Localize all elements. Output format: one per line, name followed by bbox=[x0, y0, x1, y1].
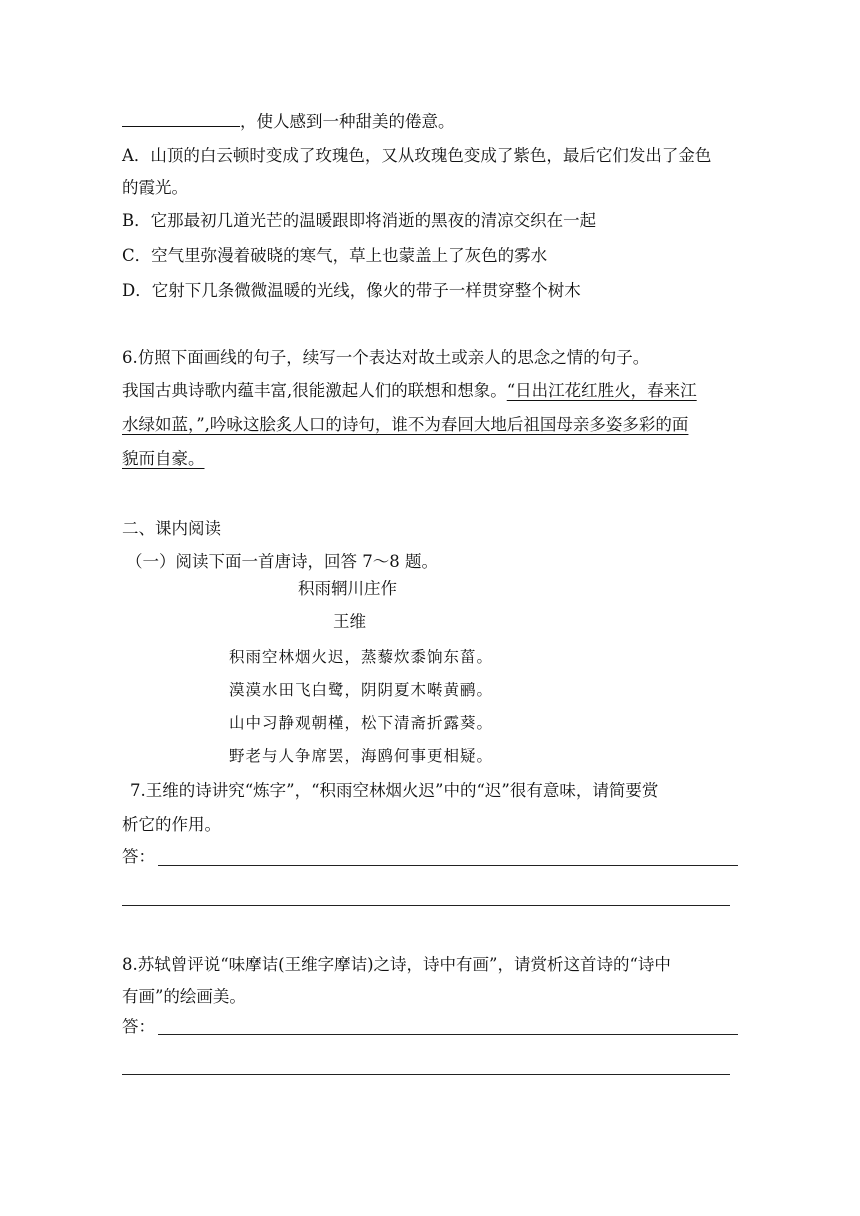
q8-answer-label: 答： bbox=[122, 1017, 155, 1036]
fill-blank[interactable] bbox=[122, 110, 240, 127]
q8-line1: 8.苏轼曾评说“味摩诘(王维字摩诘)之诗，诗中有画”，请赏析这首诗的“诗中 bbox=[122, 955, 671, 974]
q6-underlined-sentence-part1: “日出江花红胜火，春来江 bbox=[506, 381, 697, 400]
poem-line: 山中习静观朝槿，松下清斋折露葵。 bbox=[229, 714, 494, 732]
q5-stem-text: ，使人感到一种甜美的倦意。 bbox=[240, 112, 455, 131]
q7-line1: 7.王维的诗讲究“炼字”，“积雨空林烟火迟”中的“迟”很有意味，请简要赏 bbox=[130, 781, 659, 800]
q8-answer-line-2[interactable] bbox=[122, 1074, 730, 1075]
q7-answer-line-2[interactable] bbox=[122, 905, 730, 906]
q8-line2: 有画”的绘画美。 bbox=[122, 987, 246, 1006]
q5-option-a-line1: A．山顶的白云顿时变成了玫瑰色，又从玫瑰色变成了紫色，最后它们发出了金色 bbox=[122, 146, 712, 165]
q6-title: 6.仿照下面画线的句子，续写一个表达对故土或亲人的思念之情的句子。 bbox=[122, 348, 650, 367]
q7-answer-line-1[interactable] bbox=[158, 865, 738, 866]
q7-answer-label: 答： bbox=[122, 847, 155, 866]
q5-option-a-line2: 的霞光。 bbox=[122, 178, 188, 197]
q6-underlined-sentence-part3: 貌而自豪。 bbox=[122, 449, 205, 468]
q5-option-b: B．它那最初几道光芒的温暖跟即将消逝的黑夜的清凉交织在一起 bbox=[122, 211, 597, 230]
section-heading: 二、课内阅读 bbox=[122, 519, 221, 538]
poem-line: 积雨空林烟火迟，蒸藜炊黍饷东菑。 bbox=[229, 648, 494, 666]
poem-line: 漠漠水田飞白鹭，阴阴夏木啭黄鹂。 bbox=[229, 681, 494, 699]
q5-option-d: D．它射下几条微微温暖的光线，像火的带子一样贯穿整个树木 bbox=[122, 281, 581, 300]
poem-title: 积雨辋川庄作 bbox=[298, 579, 397, 598]
section-sub-heading: （一）阅读下面一首唐诗，回答 7～8 题。 bbox=[126, 552, 438, 571]
q5-option-c: C．空气里弥漫着破晓的寒气，草上也蒙盖上了灰色的雾水 bbox=[122, 246, 548, 265]
q6-line1-plain: 我国古典诗歌内蕴丰富,很能激起人们的联想和想象。 bbox=[122, 381, 507, 400]
q6-underlined-sentence-part2: 水绿如蓝，”,吟咏这脍炙人口的诗句，谁不为春回大地后祖国母亲多姿多彩的面 bbox=[122, 415, 689, 434]
q7-line2: 析它的作用。 bbox=[122, 815, 221, 834]
q8-answer-line-1[interactable] bbox=[158, 1034, 738, 1035]
q5-stem bbox=[122, 110, 455, 133]
poem-author: 王维 bbox=[333, 612, 366, 631]
q6-line1 bbox=[122, 380, 697, 402]
poem-line: 野老与人争席罢，海鸥何事更相疑。 bbox=[229, 747, 494, 765]
